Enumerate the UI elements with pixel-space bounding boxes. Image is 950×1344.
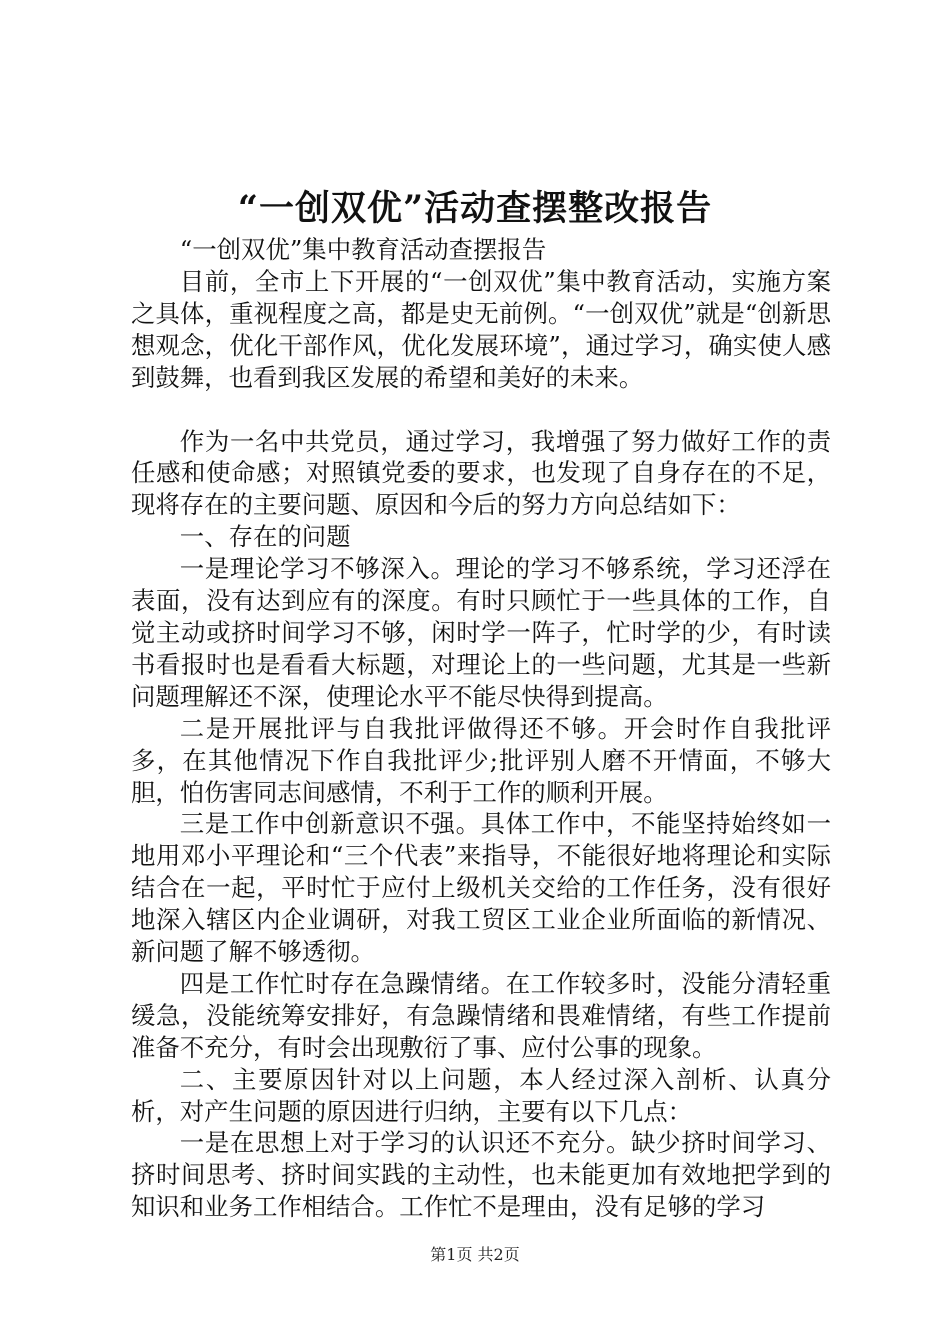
section-heading-problems: 一、存在的问题: [179, 522, 351, 552]
paragraph-problem-1: 一是理论学习不够深入。理论的学习不够系统，学习还浮在表面，没有达到应有的深度。有时只顾忙于一些具体的工作，自觉主动或挤时间学习不够，闲时学一阵子，忙时学的少，有时读书看报时也是看看大标题，对理论上的一些问题，尤其是一些新问题理解还不深，使理论水平不能尽快得到提高。: [131, 554, 831, 711]
paragraph-problem-2: 二是开展批评与自我批评做得还不够。开会时作自我批评多，在其他情况下作自我批评少;批评别人磨不开情面，不够大胆，怕伤害同志间感情，不利于工作的顺利开展。: [131, 713, 831, 807]
document-body: [131, 234, 831, 1223]
section-heading-causes: 二、主要原因针对以上问题，本人经过深入剖析、认真分析，对产生问题的原因进行归纳，主要有以下几点：: [131, 1064, 831, 1126]
paragraph-problem-3: 三是工作中创新意识不强。具体工作中，不能坚持始终如一地用邓小平理论和“三个代表”来指导，不能很好地将理论和实际结合在一起，平时忙于应付上级机关交给的工作任务，没有很好地深入辖区内企业调研，对我工贸区工业企业所面临的新情况、新问题了解不够透彻。: [131, 809, 831, 967]
document-title: “一创双优”活动查摆整改报告: [237, 188, 713, 229]
paragraph-responsibility: 作为一名中共党员，通过学习，我增强了努力做好工作的责任感和使命感；对照镇党委的要求，也发现了自身存在的不足，现将存在的主要问题、原因和今后的努力方向总结如下：: [131, 426, 831, 520]
paragraph-problem-4: 四是工作忙时存在急躁情绪。在工作较多时，没能分清轻重缓急，没能统筹安排好，有急躁情绪和畏难情绪，有些工作提前准备不充分，有时会出现敷衍了事、应付公事的现象。: [131, 968, 831, 1062]
paragraph-cause-1: 一是在思想上对于学习的认识还不充分。缺少挤时间学习、挤时间思考、挤时间实践的主动性，也未能更加有效地把学到的知识和业务工作相结合。工作忙不是理由，没有足够的学习: [131, 1128, 831, 1222]
page-footer: 第1页 共2页: [430, 1245, 520, 1264]
paragraph-intro: 目前，全市上下开展的“一创双优”集中教育活动，实施方案之具体，重视程度之高，都是史无前例。“一创双优”就是“创新思想观念，优化干部作风，优化发展环境”，通过学习，确实使人感到鼓舞，也看到我区发展的希望和美好的未来。: [131, 266, 831, 392]
paragraph-gap: [131, 394, 831, 426]
document-subtitle: “一创双优”集中教育活动查摆报告: [179, 235, 547, 264]
